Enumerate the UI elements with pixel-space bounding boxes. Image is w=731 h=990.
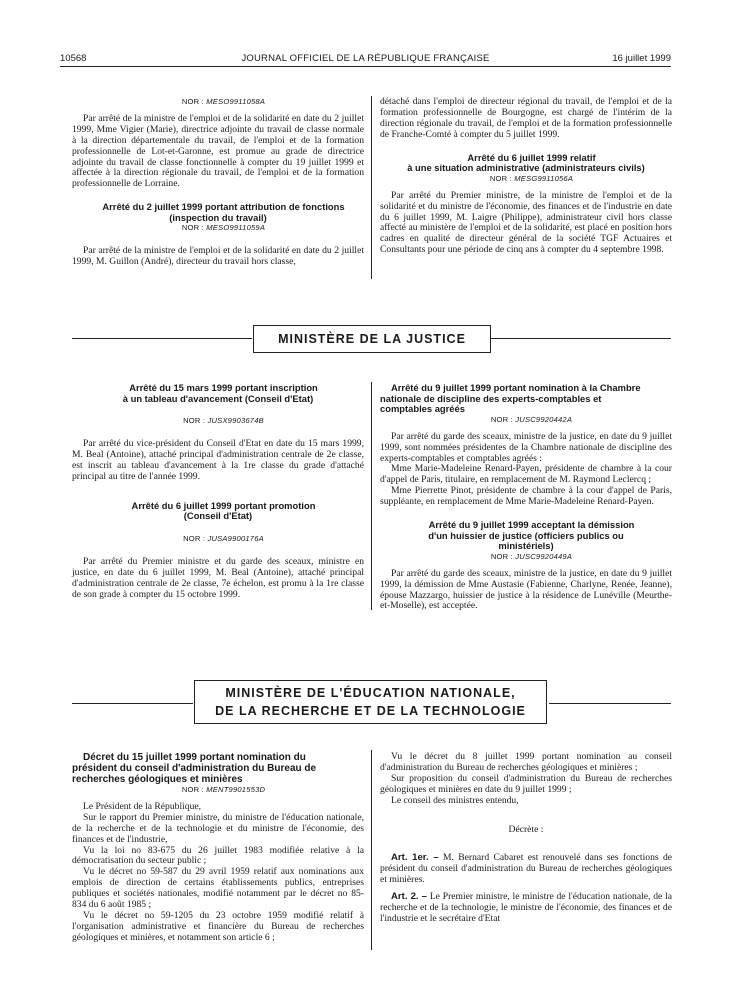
nor-reference: NOR : MESO9911058A xyxy=(181,97,266,106)
article-1 xyxy=(380,853,672,886)
nor-reference: NOR : JUSA9900176A xyxy=(183,533,264,543)
article-title: Arrêté du 6 juillet 1999 portant promotion (Conseil d'Etat) xyxy=(131,499,316,522)
top-right-column xyxy=(380,97,672,256)
paragraph: Le conseil des ministres entendu, xyxy=(391,794,519,806)
article-2 xyxy=(380,892,672,925)
nor-reference: NOR : JUSX9903674B xyxy=(183,416,264,426)
nor-reference: NOR : MESG9911056A xyxy=(489,173,574,183)
paragraph: détaché dans l'emploi de directeur régional du travail, de l'emploi et de la formation professionnelle de Bourgogne, est chargé de l'intérim de la direction régionale du travail, de l'emploi et de la formation professionnelle de Franche-Comté à compter du 5 juillet 1999. xyxy=(380,96,672,140)
paragraph: Vu le décret no 59-1205 du 23 octobre 1959 modifié relatif à l'organisation administrative et financière du Bureau de recherches géologiques et minières, et notamment son article 6 ; xyxy=(72,909,364,943)
education-left-column xyxy=(72,752,364,944)
paragraph: Le Président de la République, xyxy=(83,800,202,812)
paragraph: Sur le rapport du Premier ministre, du ministre de l'éducation nationale, de la recherche et de la technologie et du ministre de l'économie, des finances et de l'industrie, xyxy=(72,811,364,845)
paragraph: Par arrêté du vice-président du Conseil d'Etat en date du 15 mars 1999, M. Beal (Antoine), attaché principal d'administration centrale de 2e classe, est inscrit au tableau d'avancement à la 1re classe du grade d'attaché principal au titre de l'année 1999. xyxy=(72,438,364,482)
paragraph: Vu le décret du 8 juillet 1999 portant nomination au conseil d'administration du Bureau de recherches géologiques et minières ; xyxy=(380,751,672,773)
article-title: Arrêté du 15 mars 1999 portant inscription à un tableau d'avancement (Conseil d'Etat) xyxy=(122,382,318,404)
article-label: Art. 1er. – xyxy=(391,852,439,864)
article-title: Arrêté du 6 juillet 1999 relatif à une situation administrative (administrateurs civils) xyxy=(407,151,645,174)
heading-rule-right xyxy=(491,338,671,339)
article-title: Arrêté du 9 juillet 1999 acceptant la démission d'un huissier de justice (officiers publics ou ministériels) xyxy=(428,519,635,552)
paragraph: Mme Pierrette Pinot, présidente de chambre à la cour d'appel de Paris, suppléante, en remplacement de Mme Marie-Madeleine Renard-Payen. xyxy=(380,485,672,508)
justice-right-column xyxy=(380,383,672,612)
issue-date: 16 juillet 1999 xyxy=(612,53,671,64)
journal-title: JOURNAL OFFICIEL DE LA RÉPUBLIQUE FRANÇAISE xyxy=(241,53,490,64)
nor-reference: NOR : MESO9911059A xyxy=(181,223,266,233)
column-divider xyxy=(371,96,372,279)
nor-reference: NOR : JUSC9920449A xyxy=(490,551,573,561)
heading-rule-right xyxy=(549,703,671,704)
decrete-label: Décrète : xyxy=(508,823,544,835)
page-number: 10568 xyxy=(60,53,87,64)
paragraph: Par arrêté de la ministre de l'emploi et de la solidarité en date du 2 juillet 1999, Mme Vigier (Marie), directrice adjointe du travail de classe normale à la direction départementale du travail, de l'emploi et de la formation professionnelle de Lot-et-Garonne, est promue au grade de directrice adjointe du travail de classe fonctionnelle à compter du 19 juillet 1999 et affectée à la direction régionale du travail, de l'emploi et de la formation professionnelle de Lorraine. xyxy=(72,112,364,190)
paragraph: Par arrêté du garde des sceaux, ministre de la justice, en date du 9 juillet 1999, la démission de Mme Austasie (Fabienne, Charlyne, Renée, Jeanne), épouse Mazzargo, huissier de justice à la résidence de Lunéville (Meurthe-et-Moselle), est acceptée. xyxy=(380,567,672,612)
paragraph: Mme Marie-Madeleine Renard-Payen, présidente de chambre à la cour d'appel de Paris, titulaire, en remplacement de M. Raymond Leclercq ; xyxy=(380,463,672,486)
article-text: M. Bernard Cabaret est renouvelé dans ses fonctions de président du conseil d'administration du Bureau de recherches géologiques et minières. xyxy=(380,852,672,886)
nor-reference: NOR : JUSC9920442A xyxy=(490,414,573,424)
paragraph: Par arrêté du garde des sceaux, ministre de la justice, en date du 9 juillet 1999, sont nommées présidentes de la Chambre nationale de discipline des experts-comptables et comptables agréés : xyxy=(380,430,672,464)
nor-reference: NOR : MENT9901553D xyxy=(181,785,266,794)
justice-left-column xyxy=(72,383,364,600)
paragraph: Vu la loi no 83-675 du 26 juillet 1983 modifiée relative à la démocratisation du secteur public ; xyxy=(72,844,364,867)
paragraph: Par arrêté du Premier ministre, de la ministre de l'emploi et de la solidarité et du ministre de l'économie, des finances et de l'industrie en date du 6 juillet 1999, M. Laigre (Philippe), administrateur civil hors classe affecté au ministère de l'emploi et de la solidarité, est placé en position hors cadres en qualité de directeur général de la société TGF Actuaires et Consultants pour une période de cinq ans à compter du 4 septembre 1998. xyxy=(380,189,672,256)
article-label: Art. 2. – xyxy=(391,891,427,903)
heading-rule-left xyxy=(72,338,252,339)
ministry-justice-heading: MINISTÈRE DE LA JUSTICE xyxy=(253,325,491,353)
paragraph: Par arrêté de la ministre de l'emploi et de la solidarité en date du 2 juillet 1999, M. Guillon (André), directeur du travail hors classe, xyxy=(72,245,364,268)
article-text: Le Premier ministre, le ministre de l'éducation nationale, de la recherche et de la technologie, le ministre de l'économie, des finances et de l'industrie et le secrétaire d'Etat xyxy=(380,891,672,924)
article-title: Arrêté du 2 juillet 1999 portant attribution de fonctions (inspection du travail) xyxy=(102,201,345,223)
header-rule xyxy=(60,66,671,67)
education-right-column xyxy=(380,752,672,925)
ministry-education-heading xyxy=(194,680,547,724)
heading-rule-left xyxy=(72,703,193,704)
paragraph: Par arrêté du Premier ministre et du garde des sceaux, ministre en justice, en date du 6 juillet 1999, M. Beal (Antoine), attaché principal d'administration centrale de 2e classe, 7e échelon, est promu à la 1re classe de son grade à compter du 15 octobre 1999. xyxy=(72,555,364,600)
article-title: Arrêté du 9 juillet 1999 portant nomination à la Chambre nationale de discipline des experts-comptables et comptables agréés xyxy=(380,382,641,415)
article-title: Décret du 15 juillet 1999 portant nomination du président du conseil d'administration du Bureau de recherches géologiques et minières xyxy=(72,752,317,785)
paragraph: Vu le décret no 59-587 du 29 avril 1959 relatif aux nominations aux emplois de direction de certains établissements publics, entreprises publiques et sociétés nationales, modifié notamment par le décret no 85-834 du 6 août 1985 ; xyxy=(72,866,364,911)
column-divider xyxy=(371,750,372,950)
ministry-education-heading-line2: DE LA RECHERCHE ET DE LA TECHNOLOGIE xyxy=(215,704,526,718)
ministry-education-heading-line1: MINISTÈRE DE L'ÉDUCATION NATIONALE, xyxy=(225,686,516,700)
paragraph: Sur proposition du conseil d'administration du Bureau de recherches géologiques et minières en date du 9 juillet 1999 ; xyxy=(380,772,672,795)
column-divider xyxy=(371,382,372,610)
top-left-column xyxy=(72,97,364,268)
